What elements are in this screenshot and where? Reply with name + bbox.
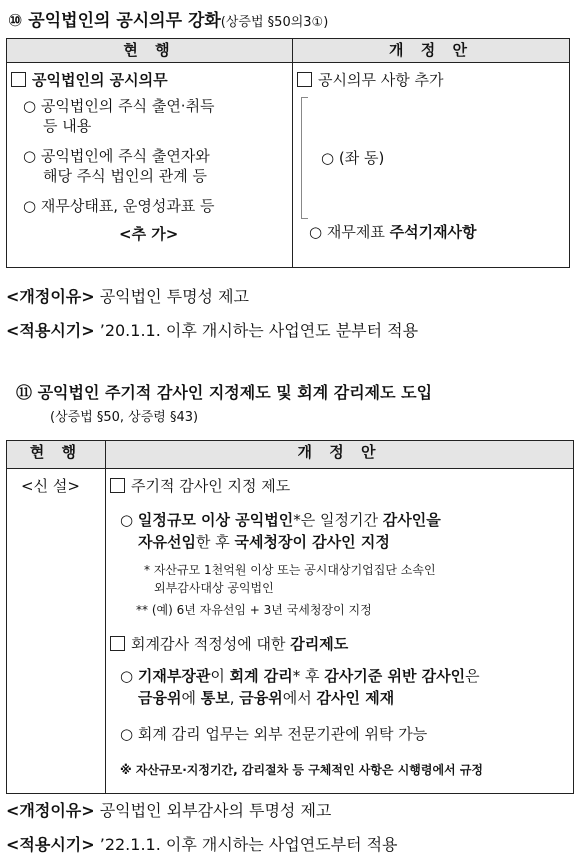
current-cell xyxy=(7,63,293,268)
section-11-title: ⑪ 공익법인 주기적 감사인 지정제도 및 회계 감리제도 도입 xyxy=(16,383,433,402)
revised-last-bold: 주석기재사항 xyxy=(389,223,477,241)
section-10-reason xyxy=(6,284,249,307)
current-heading-text: 공익법인의 공시의무 xyxy=(32,71,168,89)
section-11-apply xyxy=(6,832,398,855)
section-11-table xyxy=(6,440,574,794)
reason-label: <개정이유> xyxy=(6,801,95,820)
point-2-line-2: 금융위에 통보, 금융위에서 감사인 제재 xyxy=(138,689,395,707)
section-10-title-text: ⑩ 공익법인의 공시의무 강화 xyxy=(8,11,221,31)
new-label: <신 설> xyxy=(21,477,80,495)
point-2-line-1: ○ 기재부장관이 회계 감리* 후 감사기준 위반 감사인은 xyxy=(120,667,480,685)
current-item-2: ○ 공익법인에 주식 출연자와 xyxy=(23,147,210,165)
section-10-table xyxy=(6,38,570,268)
revised-last-item xyxy=(309,221,477,242)
section-10-reference: (상증법 §50의3①) xyxy=(220,15,329,30)
column-header-current: 현 행 xyxy=(7,441,106,469)
revised-same: ○ (좌 동) xyxy=(321,149,385,167)
heading-periodic-auditor-text: 주기적 감사인 지정 제도 xyxy=(131,477,291,495)
apply-text: ’20.1.1. 이후 개시하는 사업연도 분부터 적용 xyxy=(94,321,419,340)
footnote-1-line-2: 외부감사대상 공익법인 xyxy=(154,581,274,595)
revised-heading-text: 공시의무 사항 추가 xyxy=(318,71,444,89)
revised-last-prefix: ○ 재무제표 xyxy=(309,223,390,241)
reason-text: 공익법인 외부감사의 투명성 제고 xyxy=(94,801,332,820)
point-1-line-1: ○ 일정규모 이상 공익법인*은 일정기간 감사인을 xyxy=(120,511,441,529)
column-header-revised: 개 정 안 xyxy=(106,441,574,469)
point-3: ○ 회계 감리 업무는 외부 전문기관에 위탁 가능 xyxy=(120,725,428,743)
current-add-label: <추 가> xyxy=(119,225,179,243)
bracket-line xyxy=(301,97,308,219)
checkbox-icon xyxy=(297,72,312,87)
current-item-2-cont: 해당 주식 법인의 관계 등 xyxy=(43,167,207,185)
column-header-current: 현 행 xyxy=(7,39,293,63)
section-10-apply xyxy=(6,318,418,341)
revised-cell xyxy=(293,63,570,268)
checkbox-icon xyxy=(110,478,125,493)
reason-label: <개정이유> xyxy=(6,287,95,306)
current-item-1: ○ 공익법인의 주식 출연·취득 xyxy=(23,97,215,115)
revised-cell xyxy=(106,469,574,794)
reason-text: 공익법인 투명성 제고 xyxy=(94,287,250,306)
section-11-reference: (상증법 §50, 상증령 §43) xyxy=(50,410,199,425)
apply-label: <적용시기> xyxy=(6,835,95,854)
section-11-reason xyxy=(6,798,331,821)
checkbox-icon xyxy=(110,636,125,651)
current-heading xyxy=(11,69,168,90)
current-cell xyxy=(7,469,106,794)
footnote-1-line-1: * 자산규모 1천억원 이상 또는 공시대상기업집단 소속인 xyxy=(144,563,436,577)
heading-audit-review: 회계감사 적정성에 대한 감리제도 xyxy=(110,633,348,654)
revised-heading xyxy=(297,69,443,90)
column-header-revised: 개 정 안 xyxy=(293,39,570,63)
point-1-line-2: 자유선임한 후 국세청장이 감사인 지정 xyxy=(138,533,390,551)
heading-periodic-auditor xyxy=(110,475,290,496)
checkbox-icon xyxy=(11,72,26,87)
current-item-1-cont: 등 내용 xyxy=(43,117,92,135)
bottom-note: ※ 자산규모·지정기간, 감리절차 등 구체적인 사항은 시행령에서 규정 xyxy=(120,763,484,777)
section-10-title xyxy=(8,6,328,31)
footnote-2: ** (예) 6년 자유선임 + 3년 국세청장이 지정 xyxy=(136,603,372,617)
apply-label: <적용시기> xyxy=(6,321,95,340)
current-item-3: ○ 재무상태표, 운영성과표 등 xyxy=(23,197,215,215)
apply-text: ’22.1.1. 이후 개시하는 사업연도부터 적용 xyxy=(94,835,398,854)
